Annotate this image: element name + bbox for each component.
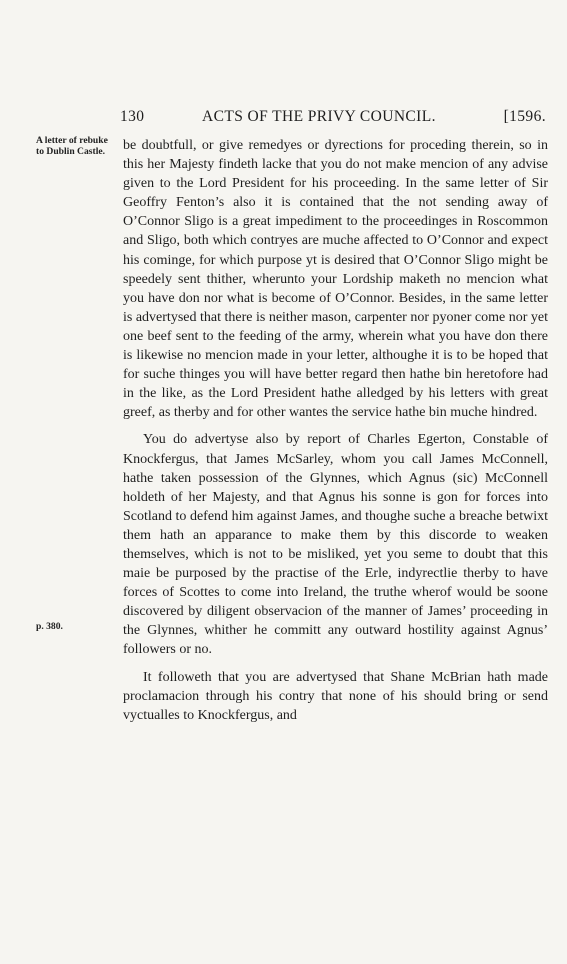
- running-header: [120, 108, 546, 130]
- page-number: 130: [120, 108, 145, 125]
- paragraph: You do advertyse also by report of Charles Egerton, Constable of Knockfergus, that James McSarley, whom you call James McConnell, hathe taken possession of the Glynnes, which Agnus (sic) McConnell holdeth of her Majesty, and that Agnus his sonne is gon for forces into Scotland to defend him against James, and thoughe suche a breache betwixt them hath an apparance to make them by this discorde to weaken themselves, which is not to be misliked, yet you seme to doubt that this maie be purposed by the practise of the Erle, indyrectlie therby to have forces of Scottes to come into Ireland, the truthe wherof would be soone discovered by diligent observacion of the manner of James’ proceeding in the Glynnes, whither he committ any outward hostility against Agnus’ followers or no.: [123, 432, 548, 658]
- running-year: [1596.: [503, 108, 546, 125]
- margin-note-page-ref: p. 380.: [36, 621, 63, 632]
- paragraph: It followeth that you are advertysed that Shane McBrian hath made proclamacion through his contry that none of his should bring or send vyctualles to Knockfergus, and: [123, 669, 548, 723]
- margin-note-letter-of-rebuke: A letter of rebuke to Dublin Castle.: [36, 135, 108, 157]
- paragraph: be doubtfull, or give remedyes or dyrections for proceding therein, so in this her Majesty findeth lacke that you do not make mencion of any advise given to the Lord President for his proceeding. In the same letter of Sir Geoffry Fenton’s also it is contained that the not sending away of O’Connor Sligo is a great impediment to the proceedinges in Roscommon and Sligo, both which contryes are muche affected to O’Connor and expect his cominge, for which purpose yt is desired that O’Connor Sligo might be speedely sent thither, wherunto your Lordship maketh no mencion what you have don nor what is become of O’Connor. Besides, in the same letter is advertysed that there is neither mason, carpenter nor pyoner come nor yet one beef sent to the feeding of the army, wherein what you have don there is likewise no mencion made in your letter, althoughe it is to be hoped that for suche thinges you will have better regard then hathe bin heretofore had in the like, as the Lord President hathe alledged by his letters with great greef, as therby and for other wantes the service hathe bin muche hindred.: [123, 138, 548, 421]
- main-text: [123, 136, 548, 725]
- running-title: ACTS OF THE PRIVY COUNCIL.: [202, 108, 436, 125]
